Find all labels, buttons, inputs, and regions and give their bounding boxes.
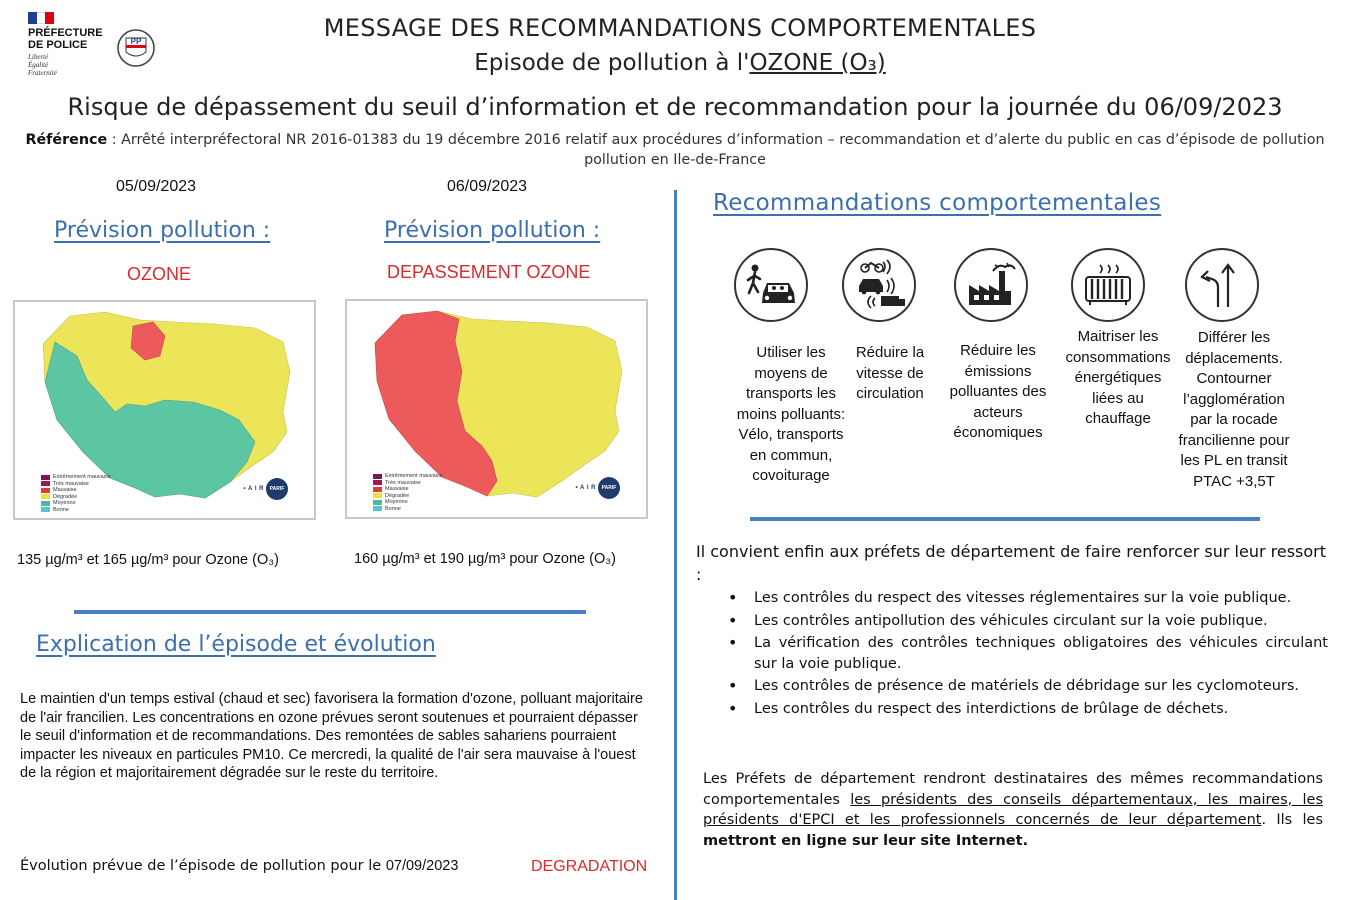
legend-row: Dégradée — [41, 494, 111, 501]
motto-egalite: Égalité — [28, 61, 49, 69]
forecast-2-title: Prévision pollution : — [384, 218, 601, 243]
final-text-1: Les Préfets de département rendront destinataires des mêmes recommandations comportementales — [703, 771, 1323, 808]
motto-fraternite: Fraternité — [28, 69, 57, 77]
legend-row: Mauvaise — [41, 487, 111, 494]
reco-text-emissions: Réduire les émissions polluantes des acteurs économiques — [949, 342, 1047, 441]
right-divider — [750, 517, 1260, 521]
forecast-2-caption: 160 µg/m³ et 190 µg/m³ pour Ozone (O₃) — [354, 551, 616, 567]
airparif-logo: • A I R PARIF — [244, 478, 289, 500]
legend-row: Extrêmement mauvaise — [373, 473, 443, 480]
prefecture-logo — [28, 12, 108, 77]
logo-line1: PRÉFECTURE — [28, 27, 103, 39]
legend-row: Mauvaise — [373, 486, 443, 493]
logo-line2: DE POLICE — [28, 39, 88, 51]
legend-row: Bonne — [373, 506, 443, 513]
list-item: • Les contrôles du respect des vitesses réglementaires sur la voie publique. — [728, 588, 1328, 609]
radiator-icon — [1071, 248, 1145, 322]
final-paragraph — [703, 769, 1323, 851]
list-item: • Les contrôles du respect des interdictions de brûlage de déchets. — [728, 699, 1328, 720]
forecast-1-title: Prévision pollution : — [54, 218, 271, 243]
final-text-2: . Ils les — [1261, 812, 1324, 828]
reference-line — [20, 130, 1330, 170]
evolution-state: DEGRADATION — [531, 858, 648, 875]
forecast-2-legend — [373, 473, 443, 512]
explanation-title: Explication de l’épisode et évolution — [36, 632, 436, 657]
risk-date: 06/09/2023 — [1144, 93, 1283, 121]
police-badge-icon — [116, 26, 156, 70]
motto-liberte: Liberté — [28, 53, 49, 61]
legend-row: Très mauvaise — [373, 480, 443, 487]
pedestrian-car-icon — [734, 248, 808, 322]
sub-title-pollutant: OZONE (O₃) — [749, 50, 886, 76]
french-flag-icon — [28, 12, 54, 24]
legend-row: Moyenne — [373, 499, 443, 506]
risk-line — [20, 93, 1330, 121]
reco-text-travel: Différer les déplacements. Contourner l’agglomération par la rocade francilienne pour les PL en transit PTAC +3,5T — [1178, 329, 1290, 490]
airparif-logo: • A I R PARIF — [576, 477, 621, 499]
sub-title — [200, 50, 1160, 76]
speed-vehicles-icon — [842, 248, 916, 322]
reco-text-heating: Maitriser les consommations énergétiques liées au chauffage — [1065, 328, 1171, 427]
forecast-1-legend — [41, 474, 111, 513]
final-text-bold: mettront en ligne sur leur site Internet. — [703, 832, 1029, 849]
list-item: • La vérification des contrôles techniques obligatoires des véhicules circulant sur la voie publique. — [728, 633, 1328, 674]
evolution-label: Évolution prévue de l’épisode de pollution pour le — [20, 858, 386, 874]
prefets-intro: Il convient enfin aux préfets de département de faire renforcer sur leur ressort : — [696, 542, 1326, 584]
factory-icon — [954, 248, 1028, 322]
explanation-body: Le maintien d'un temps estival (chaud et sec) favorisera la formation d'ozone, polluant majoritaire de l'air francilien. Les concentrations en ozone prévues seront soutenues et pourraient dépasser le seuil d'information et de recommandations. Des remontées de sables sahariens pourraient impacter les niveaux en particules PM10. Ce mercredi, la qualité de l'air sera mauvaise à l'ouest de la région et majoritairement dégradée sur le reste du territoire. — [20, 691, 643, 781]
evolution-line — [20, 858, 458, 874]
legend-row: Extrêmement mauvaise — [41, 474, 111, 481]
recommendations-title: Recommandations comportementales — [713, 190, 1162, 216]
final-text-underlined: les présidents des conseils départementaux, les maires, les présidents d'EPCI et les professionnels concernés de leur département — [703, 791, 1323, 828]
evolution-date: 07/09/2023 — [385, 858, 459, 874]
forecast-1-map — [13, 300, 316, 520]
road-arrows-icon — [1185, 248, 1259, 322]
forecast-1-state: OZONE — [127, 264, 192, 284]
legend-row: Moyenne — [41, 500, 111, 507]
sub-title-prefix: Episode de pollution à l' — [474, 50, 750, 76]
risk-text: Risque de dépassement du seuil d’information et de recommandation pour la journée du — [67, 93, 1137, 121]
legend-row: Dégradée — [373, 493, 443, 500]
reference-label: Référence — [25, 132, 108, 148]
left-divider — [74, 610, 586, 614]
forecast-2-state: DEPASSEMENT OZONE — [387, 262, 591, 282]
prefets-bullets — [728, 588, 1328, 721]
legend-row: Très mauvaise — [41, 481, 111, 488]
main-title: MESSAGE DES RECOMMANDATIONS COMPORTEMENTALES — [323, 14, 1037, 42]
reference-text: : Arrêté interpréfectoral NR 2016-01383 du 19 décembre 2016 relatif aux procédures d’information – recommandation et d’alerte du public en cas d’épisode de pollution pollution en Ile-de-France — [107, 132, 1325, 168]
list-item: • Les contrôles antipollution des véhicules circulant sur la voie publique. — [728, 611, 1328, 632]
reco-text-speed: Réduire la vitesse de circulation — [855, 344, 925, 402]
forecast-2-date: 06/09/2023 — [447, 178, 528, 195]
forecast-1-caption: 135 µg/m³ et 165 µg/m³ pour Ozone (O₃) — [17, 552, 279, 568]
badge-text: PP — [130, 37, 142, 46]
forecast-1-date: 05/09/2023 — [116, 178, 197, 195]
list-item: • Les contrôles de présence de matériels de débridage sur les cyclomoteurs. — [728, 676, 1328, 697]
reco-text-transport: Utiliser les moyens de transports les moins polluants: Vélo, transports en commun, covoiturage — [736, 344, 846, 484]
forecast-2-map — [345, 299, 648, 519]
column-divider — [674, 190, 677, 900]
legend-row: Bonne — [41, 507, 111, 514]
